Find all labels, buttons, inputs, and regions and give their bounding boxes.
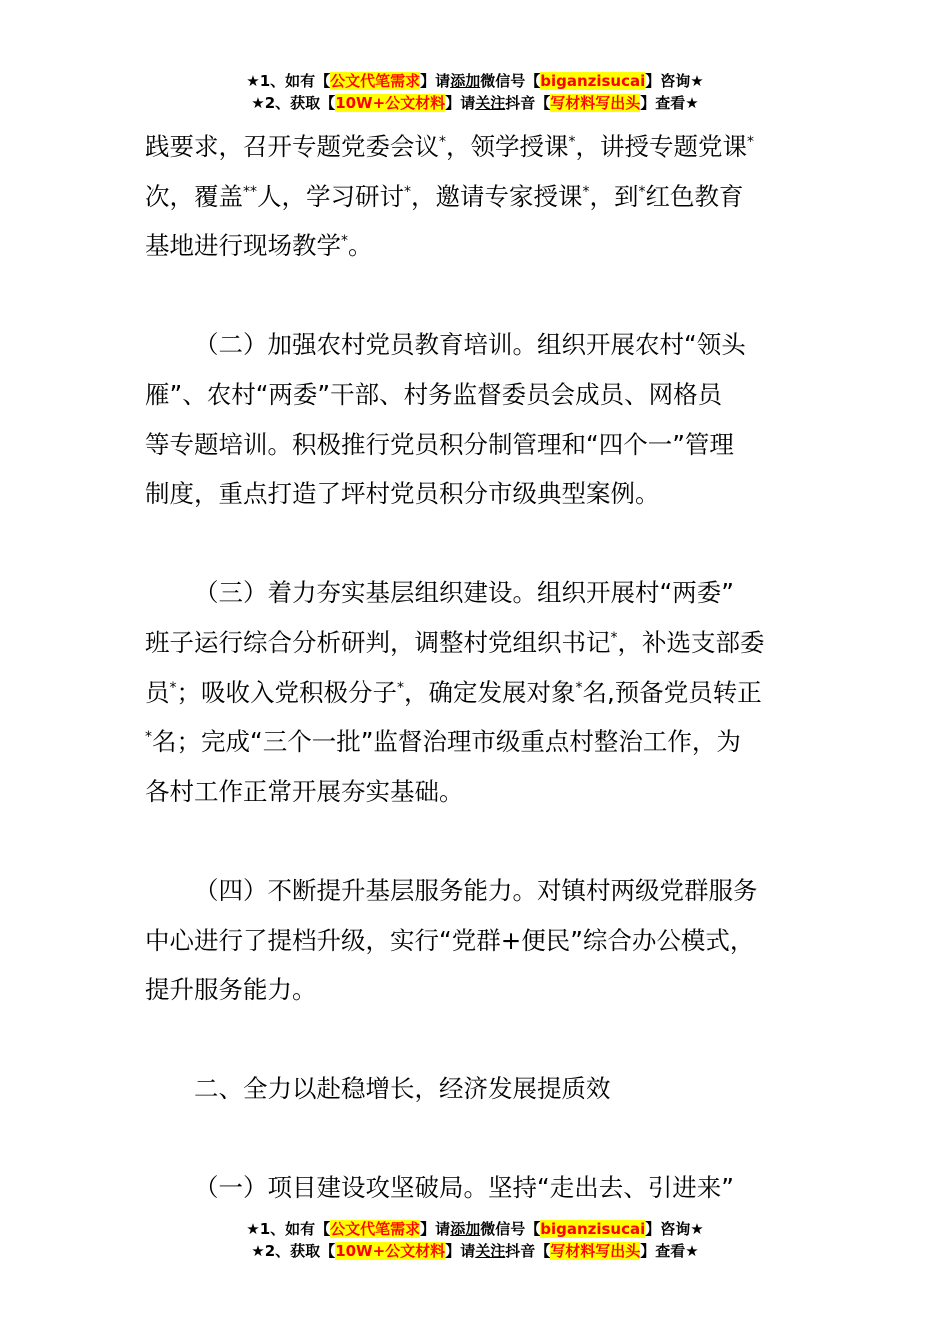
text-line: （二）加强农村党员教育培训。组织开展农村“领头 (194, 330, 746, 360)
banner-text: ★1、如有【 (246, 72, 331, 90)
banner-text: 】请 (420, 1220, 451, 1238)
document-body (145, 122, 810, 1213)
banner-highlight: 10W+公文材料 (335, 1242, 446, 1260)
text-line: 提升服务能力。 (145, 975, 317, 1005)
banner-line-2 (0, 92, 950, 114)
text-line: 等专题培训。积极推行党员积分制管理和“四个一”管理 (145, 429, 734, 459)
paragraph-4 (145, 866, 810, 1015)
banner-highlight: 写材料写出头 (550, 1242, 641, 1260)
banner-underline: 关注 (475, 94, 506, 112)
banner-underline: 添加 (450, 72, 481, 90)
text-line: *名；完成“三个一批”监督治理市级重点村整治工作，为 (145, 727, 741, 757)
banner-text: 】请 (445, 1242, 476, 1260)
banner-underline: 添加 (450, 1220, 481, 1238)
text-line: （一）项目建设攻坚破局。坚持“走出去、引进来” (194, 1173, 734, 1203)
banner-underline: 关注 (475, 1242, 506, 1260)
section-heading: 二、全力以赴稳增长，经济发展提质效 (194, 1074, 611, 1104)
paragraph-2 (145, 320, 810, 518)
banner-line-2 (0, 1240, 950, 1262)
text-line: 基地进行现场教学*。 (145, 231, 373, 261)
text-line: （四）不断提升基层服务能力。对镇村两级党群服务 (194, 875, 758, 905)
banner-text: 】咨询★ (645, 1220, 704, 1238)
text-line: （三）着力夯实基层组织建设。组织开展村“两委” (194, 578, 734, 608)
text-line: 中心进行了提档升级，实行“党群+便民”综合办公模式， (145, 925, 755, 955)
text-line: 制度，重点打造了坪村党员积分市级典型案例。 (145, 479, 660, 509)
banner-text: 】请 (420, 72, 451, 90)
text-line: 次，覆盖**人，学习研讨*，邀请专家授课*，到*红色教育 (145, 181, 744, 211)
banner-text: 】咨询★ (645, 72, 704, 90)
banner-text: ★1、如有【 (246, 1220, 331, 1238)
text-line: 雁”、农村“两委”干部、村务监督委员会成员、网格员 (145, 379, 723, 409)
banner-line-1 (0, 70, 950, 92)
paragraph-1 (145, 122, 810, 271)
banner-text: 】请 (445, 94, 476, 112)
footer-banner (0, 1218, 950, 1262)
text-line: 班子运行综合分析研判，调整村党组织书记*，补选支部委 (145, 627, 765, 657)
banner-text: ★2、获取【 (251, 1242, 336, 1260)
banner-text: 微信号【 (480, 72, 541, 90)
banner-text: 】查看★ (640, 94, 699, 112)
text-line: 各村工作正常开展夯实基础。 (145, 776, 464, 806)
paragraph-3 (145, 568, 810, 816)
banner-line-1 (0, 1218, 950, 1240)
banner-highlight: 公文代笔需求 (330, 72, 421, 90)
banner-text: 】查看★ (640, 1242, 699, 1260)
banner-highlight: biganzisucai (540, 72, 646, 90)
banner-text: 抖音【 (505, 1242, 551, 1260)
header-banner (0, 70, 950, 114)
text-line: 员*；吸收入党积极分子*，确定发展对象*名,预备党员转正 (145, 677, 762, 707)
banner-text: ★2、获取【 (251, 94, 336, 112)
banner-highlight: 写材料写出头 (550, 94, 641, 112)
banner-text: 微信号【 (480, 1220, 541, 1238)
banner-highlight: 10W+公文材料 (335, 94, 446, 112)
banner-text: 抖音【 (505, 94, 551, 112)
banner-highlight: 公文代笔需求 (330, 1220, 421, 1238)
paragraph-5 (145, 1163, 810, 1213)
text-line: 践要求，召开专题党委会议*，领学授课*，讲授专题党课* (145, 132, 754, 161)
banner-highlight: biganzisucai (540, 1220, 646, 1238)
